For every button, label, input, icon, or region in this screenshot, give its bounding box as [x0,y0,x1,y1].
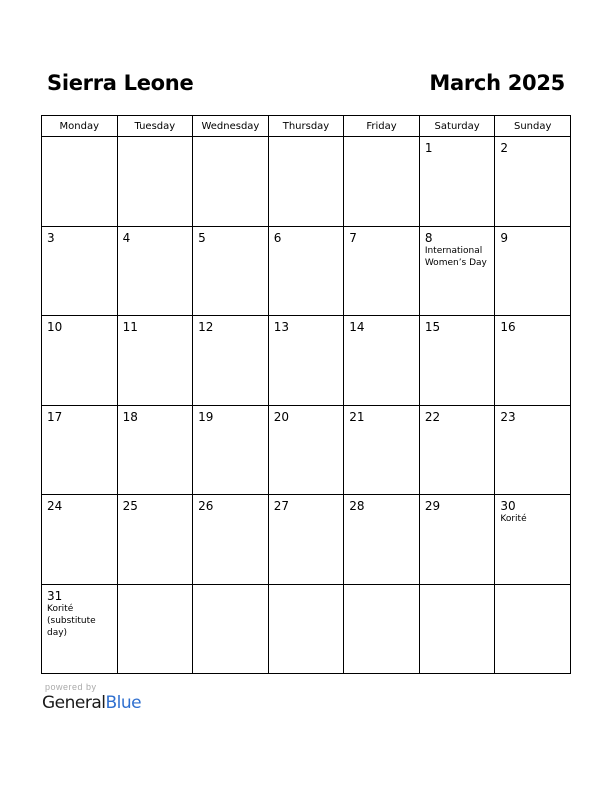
day-number: 8 [424,230,433,245]
day-number: 13 [273,320,289,334]
day-cell [117,584,193,674]
holiday-label: Korité [500,514,527,524]
week-row [42,584,571,674]
day-number: 17 [47,409,63,424]
brand-blue-text: Blue [105,693,142,713]
week-row [42,226,571,316]
day-number: 23 [500,409,516,424]
day-cell [495,316,571,406]
weekday-header-row [42,116,571,137]
week-row [42,137,571,227]
powered-by-text: powered by [45,682,97,692]
generalblue-logo[interactable] [42,693,141,713]
day-cell [268,316,344,406]
day-cell [268,495,344,585]
day-cell [268,405,344,495]
day-cell [193,226,269,316]
day-number: 15 [424,320,441,334]
day-cell [495,226,571,316]
day-number: 28 [349,499,365,513]
day-cell [268,226,344,316]
day-number: 3 [47,230,55,245]
day-cell [268,137,344,227]
day-number: 1 [424,141,433,155]
weekday-thursday: Thursday [268,116,344,137]
day-cell [42,584,118,674]
day-cell [344,405,420,495]
day-cell [495,137,571,227]
day-cell [193,584,269,674]
day-number: 10 [47,320,63,334]
weekday-wednesday: Wednesday [193,116,269,137]
day-cell [193,495,269,585]
day-number: 18 [122,409,138,424]
day-number: 6 [273,230,282,245]
day-number: 12 [198,320,214,334]
brand-general-text: General [42,693,106,713]
day-number: 5 [198,230,206,245]
day-cell [419,584,495,674]
day-number: 20 [273,409,289,424]
day-cell [495,584,571,674]
day-number: 25 [122,499,138,513]
day-cell [419,226,495,316]
calendar-grid [41,115,571,674]
day-cell [42,137,118,227]
day-cell [344,316,420,406]
day-number: 22 [424,409,441,424]
weekday-monday: Monday [42,116,118,137]
month-year-title: March 2025 [429,71,565,95]
day-number: 19 [198,409,214,424]
country-title: Sierra Leone [47,71,194,95]
day-cell [419,316,495,406]
day-number: 26 [198,499,214,513]
day-cell [117,137,193,227]
day-number: 7 [349,230,357,245]
day-number: 11 [122,320,138,334]
day-number: 9 [500,230,509,245]
day-cell [344,495,420,585]
day-cell [344,226,420,316]
week-row [42,316,571,406]
day-cell [117,316,193,406]
weekday-friday: Friday [344,116,420,137]
day-number: 2 [500,141,509,155]
day-number: 14 [349,320,365,334]
day-number: 16 [500,320,516,334]
day-number: 24 [47,499,63,513]
day-number: 29 [424,499,441,513]
day-number: 4 [122,230,131,245]
day-number: 30 [500,499,516,513]
weekday-tuesday: Tuesday [117,116,193,137]
weekday-saturday: Saturday [419,116,495,137]
day-cell [193,316,269,406]
day-cell [117,226,193,316]
day-cell [344,584,420,674]
week-row [42,495,571,585]
day-number: 21 [349,409,365,424]
day-cell [117,495,193,585]
holiday-label: International Women’s Day [424,245,487,268]
weekday-sunday: Sunday [495,116,571,137]
day-cell [42,226,118,316]
day-cell [42,495,118,585]
day-cell [42,405,118,495]
week-row [42,405,571,495]
day-cell [495,405,571,495]
day-cell [419,137,495,227]
day-number: 27 [273,499,289,513]
day-cell [344,137,420,227]
day-cell [419,495,495,585]
day-cell [42,316,118,406]
day-number: 31 [47,588,63,603]
day-cell [117,405,193,495]
holiday-label: Korité (substitute day) [47,603,96,638]
day-cell [193,405,269,495]
day-cell [495,495,571,585]
day-cell [419,405,495,495]
day-cell [268,584,344,674]
day-cell [193,137,269,227]
